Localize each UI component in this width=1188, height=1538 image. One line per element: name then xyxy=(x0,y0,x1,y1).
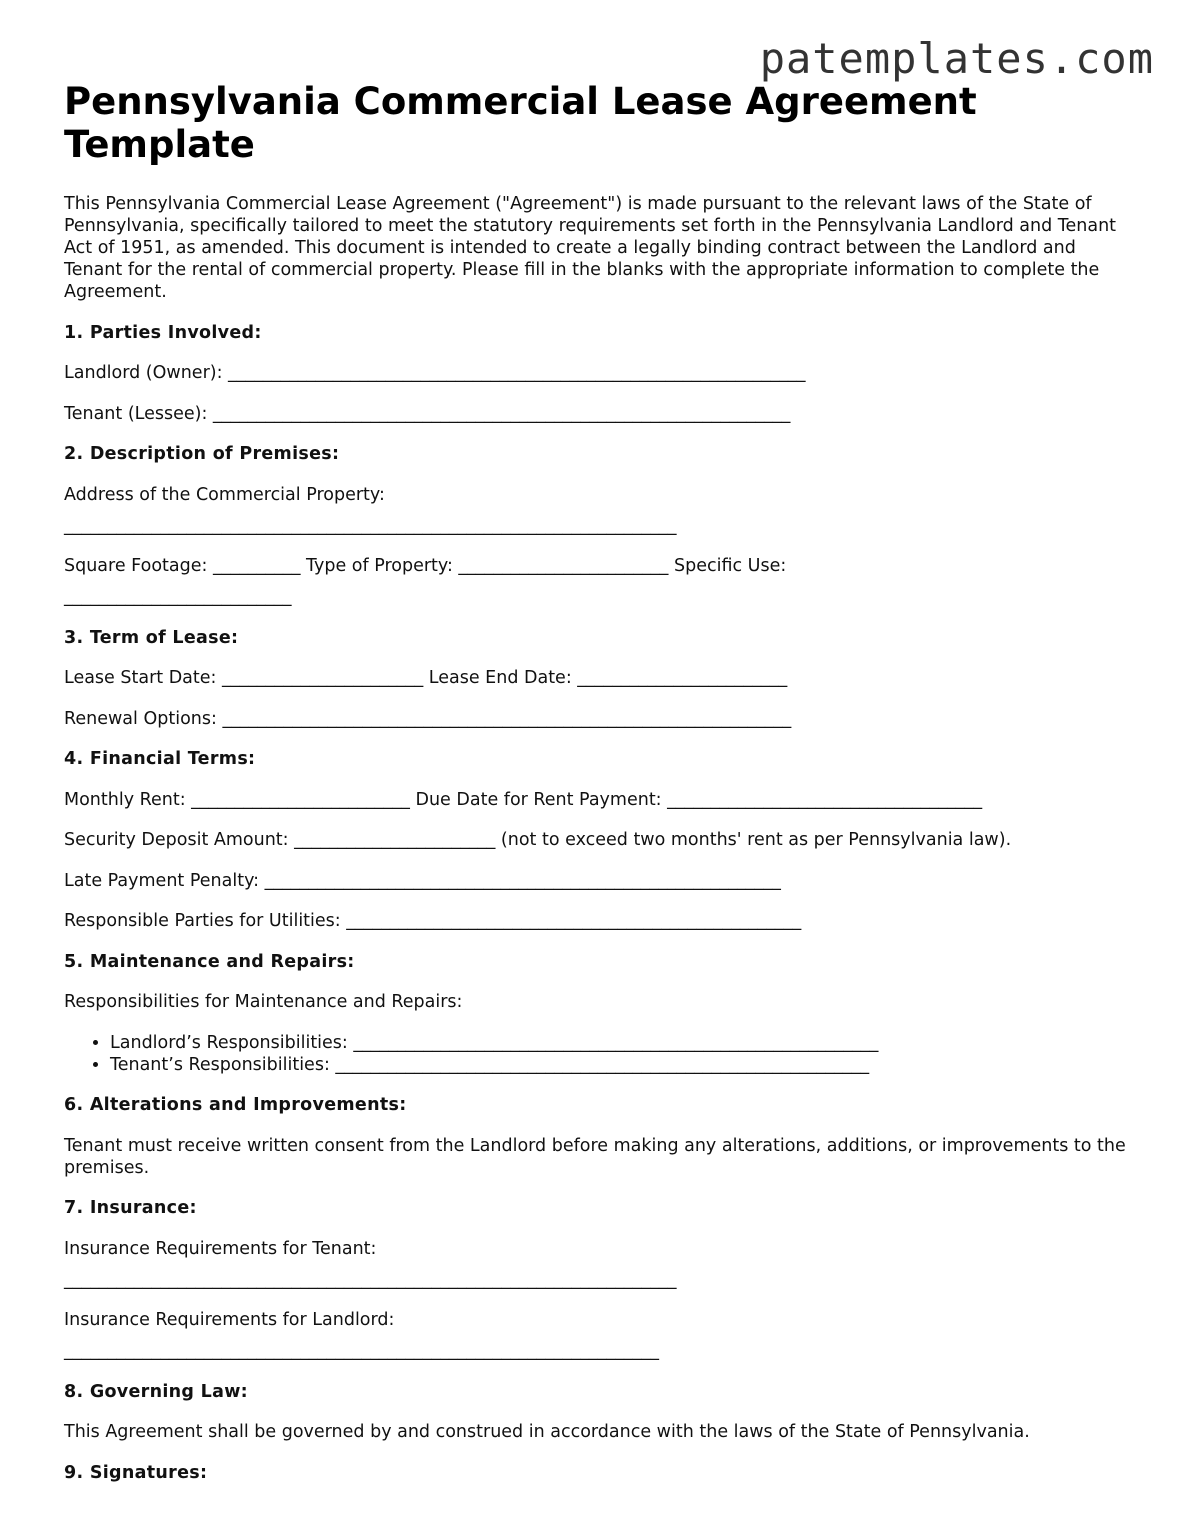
document-title: Pennsylvania Commercial Lease Agreement Template xyxy=(64,80,977,166)
watermark: patemplates.com xyxy=(759,34,1154,83)
section-heading-alterations: 6. Alterations and Improvements: xyxy=(64,1095,407,1115)
security-deposit-field: Security Deposit Amount: _______________________ (not to exceed two months' rent as per Pennsylvania law). xyxy=(64,830,1012,850)
property-details-field: Square Footage: __________ Type of Property: ________________________ Specific Use: xyxy=(64,556,787,576)
section-heading-insurance: 7. Insurance: xyxy=(64,1198,197,1218)
landlord-owner-field: Landlord (Owner): __________________________________________________________________ xyxy=(64,363,806,383)
section-heading-governing-law: 8. Governing Law: xyxy=(64,1381,248,1402)
tenant-lessee-field: Tenant (Lessee): __________________________________________________________________ xyxy=(64,403,791,424)
utilities-field: Responsible Parties for Utilities: ____________________________________________________ xyxy=(64,911,802,931)
list-item: • Landlord’s Responsibilities: ____________________________________________________________ xyxy=(110,1032,1136,1054)
monthly-rent-field: Monthly Rent: _________________________ Due Date for Rent Payment: ____________________________________ xyxy=(64,789,983,810)
section-heading-term: 3. Term of Lease: xyxy=(64,627,239,648)
intro-paragraph: This Pennsylvania Commercial Lease Agreement ("Agreement") is made pursuant to the relevant laws of the State of Pennsylvania, specifically tailored to meet the statutory requirements set forth in the Pennsylvania Landlord and Tenant Act of 1951, as amended. This document is intended to create a legally binding contract between the Landlord and Tenant for the rental of commercial property. Please fill in the blanks with the appropriate information to complete the Agreement. xyxy=(64,194,1117,302)
property-address-label: Address of the Commercial Property: xyxy=(64,484,385,505)
alterations-text: Tenant must receive written consent from the Landlord before making any alterations, additions, or improvements to the premises. xyxy=(64,1135,1126,1178)
landlord-insurance-blank: ____________________________________________________________________ xyxy=(64,1341,659,1361)
section-heading-parties: 1. Parties Involved: xyxy=(64,322,262,343)
late-penalty-field: Late Payment Penalty: ___________________________________________________________ xyxy=(64,870,781,891)
governing-law-text: This Agreement shall be governed by and construed in accordance with the laws of the State of Pennsylvania. xyxy=(64,1422,1030,1442)
document-page xyxy=(64,80,1136,1484)
maintenance-label: Responsibilities for Maintenance and Repairs: xyxy=(64,992,463,1012)
landlord-insurance-label: Insurance Requirements for Landlord: xyxy=(64,1310,395,1330)
tenant-insurance-label: Insurance Requirements for Tenant: xyxy=(64,1238,377,1259)
property-address-blank: ______________________________________________________________________ xyxy=(64,515,677,536)
section-heading-premises: 2. Description of Premises: xyxy=(64,444,340,464)
section-heading-signatures: 9. Signatures: xyxy=(64,1462,208,1483)
section-heading-financial: 4. Financial Terms: xyxy=(64,749,256,769)
specific-use-blank: __________________________ xyxy=(64,587,292,607)
renewal-options-field: Renewal Options: _________________________________________________________________ xyxy=(64,708,792,729)
section-heading-maintenance: 5. Maintenance and Repairs: xyxy=(64,951,355,972)
list-item: • Tenant’s Responsibilities: _____________________________________________________________ xyxy=(110,1054,1136,1076)
responsibilities-list xyxy=(64,1032,1136,1076)
tenant-insurance-blank: ______________________________________________________________________ xyxy=(64,1269,677,1290)
lease-dates-field: Lease Start Date: _______________________ Lease End Date: ________________________ xyxy=(64,668,788,688)
